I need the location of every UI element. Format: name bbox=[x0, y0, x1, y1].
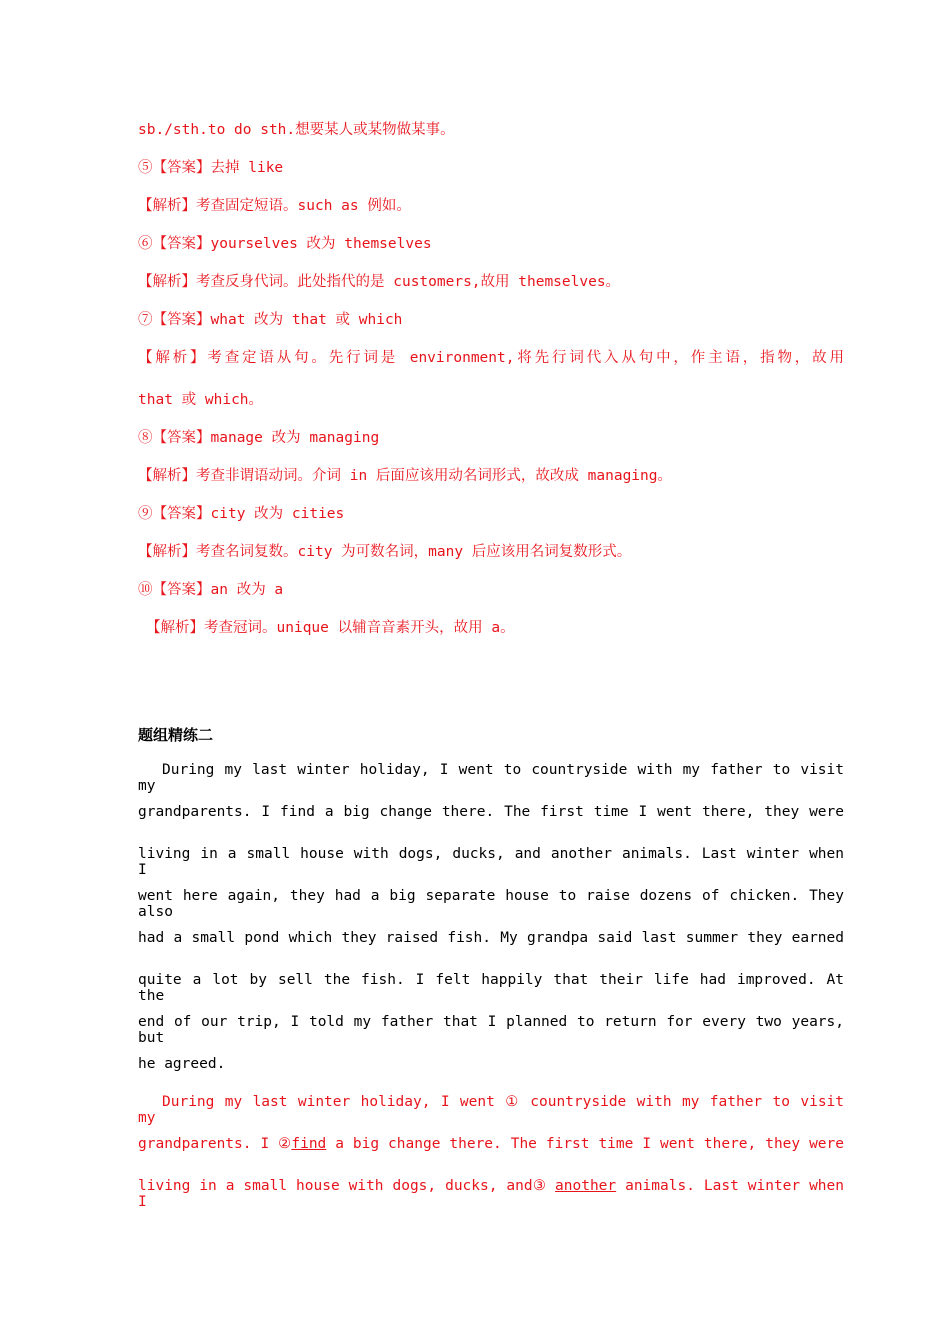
annotated-line-2 bbox=[138, 1136, 844, 1152]
passage-line: went here again, they had a big separate house to raise dozens of chicken. They also bbox=[138, 888, 844, 920]
analysis-5: 【解析】考查固定短语。such as 例如。 bbox=[138, 198, 411, 214]
answer-6: ⑥【答案】yourselves 改为 themselves bbox=[138, 236, 432, 252]
answer-7: ⑦【答案】what 改为 that 或 which bbox=[138, 312, 403, 328]
passage-line: grandparents. I find a big change there. The first time I went there, they were bbox=[138, 804, 844, 820]
analysis-10: 【解析】考查冠词。unique 以辅音音素开头，故用 a。 bbox=[146, 620, 515, 636]
document-page bbox=[138, 0, 844, 1344]
passage-line: end of our trip, I told my father that I planned to return for every two years, but bbox=[138, 1014, 844, 1046]
analysis-6: 【解析】考查反身代词。此处指代的是 customers,故用 themselves。 bbox=[138, 274, 621, 290]
passage-line: quite a lot by sell the fish. I felt happily that their life had improved. At the bbox=[138, 972, 844, 1004]
answer-10: ⑩【答案】an 改为 a bbox=[138, 582, 284, 598]
answer-note-line: sb./sth.to do sth.想要某人或某物做某事。 bbox=[138, 122, 455, 138]
section-heading: 题组精练二 bbox=[138, 726, 214, 744]
error-marker-1: ① bbox=[505, 1094, 520, 1110]
annotated-line-3 bbox=[138, 1178, 844, 1210]
annotated-text: a big change there. The first time I went there, they were bbox=[326, 1136, 844, 1152]
analysis-9: 【解析】考查名词复数。city 为可数名词，many 后应该用名词复数形式。 bbox=[138, 544, 632, 560]
annotated-line-1 bbox=[138, 1094, 844, 1126]
error-marker-2: ② bbox=[278, 1136, 292, 1152]
passage-line: he agreed. bbox=[138, 1056, 226, 1072]
answer-9: ⑨【答案】city 改为 cities bbox=[138, 506, 345, 522]
annotated-text: grandparents. I bbox=[138, 1136, 279, 1152]
passage-line: living in a small house with dogs, ducks, and another animals. Last winter when I bbox=[138, 846, 844, 878]
answer-8: ⑧【答案】manage 改为 managing bbox=[138, 430, 380, 446]
annotated-text: living in a small house with dogs, ducks, and bbox=[138, 1178, 533, 1194]
error-marker-3: ③ bbox=[532, 1178, 547, 1194]
analysis-8: 【解析】考查非谓语动词。介词 in 后面应该用动名词形式，故改成 managing。 bbox=[138, 468, 672, 484]
annotated-text: During my last winter holiday, I went bbox=[162, 1094, 506, 1110]
analysis-7-cont: that 或 which。 bbox=[138, 392, 264, 408]
passage-line: During my last winter holiday, I went to countryside with my father to visit my bbox=[138, 762, 844, 794]
answer-5: ⑤【答案】去掉 like bbox=[138, 160, 284, 176]
analysis-7: 【解析】考查定语从句。先行词是 environment,将先行词代入从句中，作主语，指物，故用 bbox=[138, 350, 844, 366]
underlined-error-word: find bbox=[291, 1136, 327, 1152]
annotated-text: animals. Last winter when I bbox=[138, 1178, 845, 1210]
underlined-error-word: another bbox=[555, 1178, 617, 1194]
passage-line: had a small pond which they raised fish. My grandpa said last summer they earned bbox=[138, 930, 844, 946]
annotated-text: countryside with my father to visit my bbox=[138, 1094, 845, 1126]
